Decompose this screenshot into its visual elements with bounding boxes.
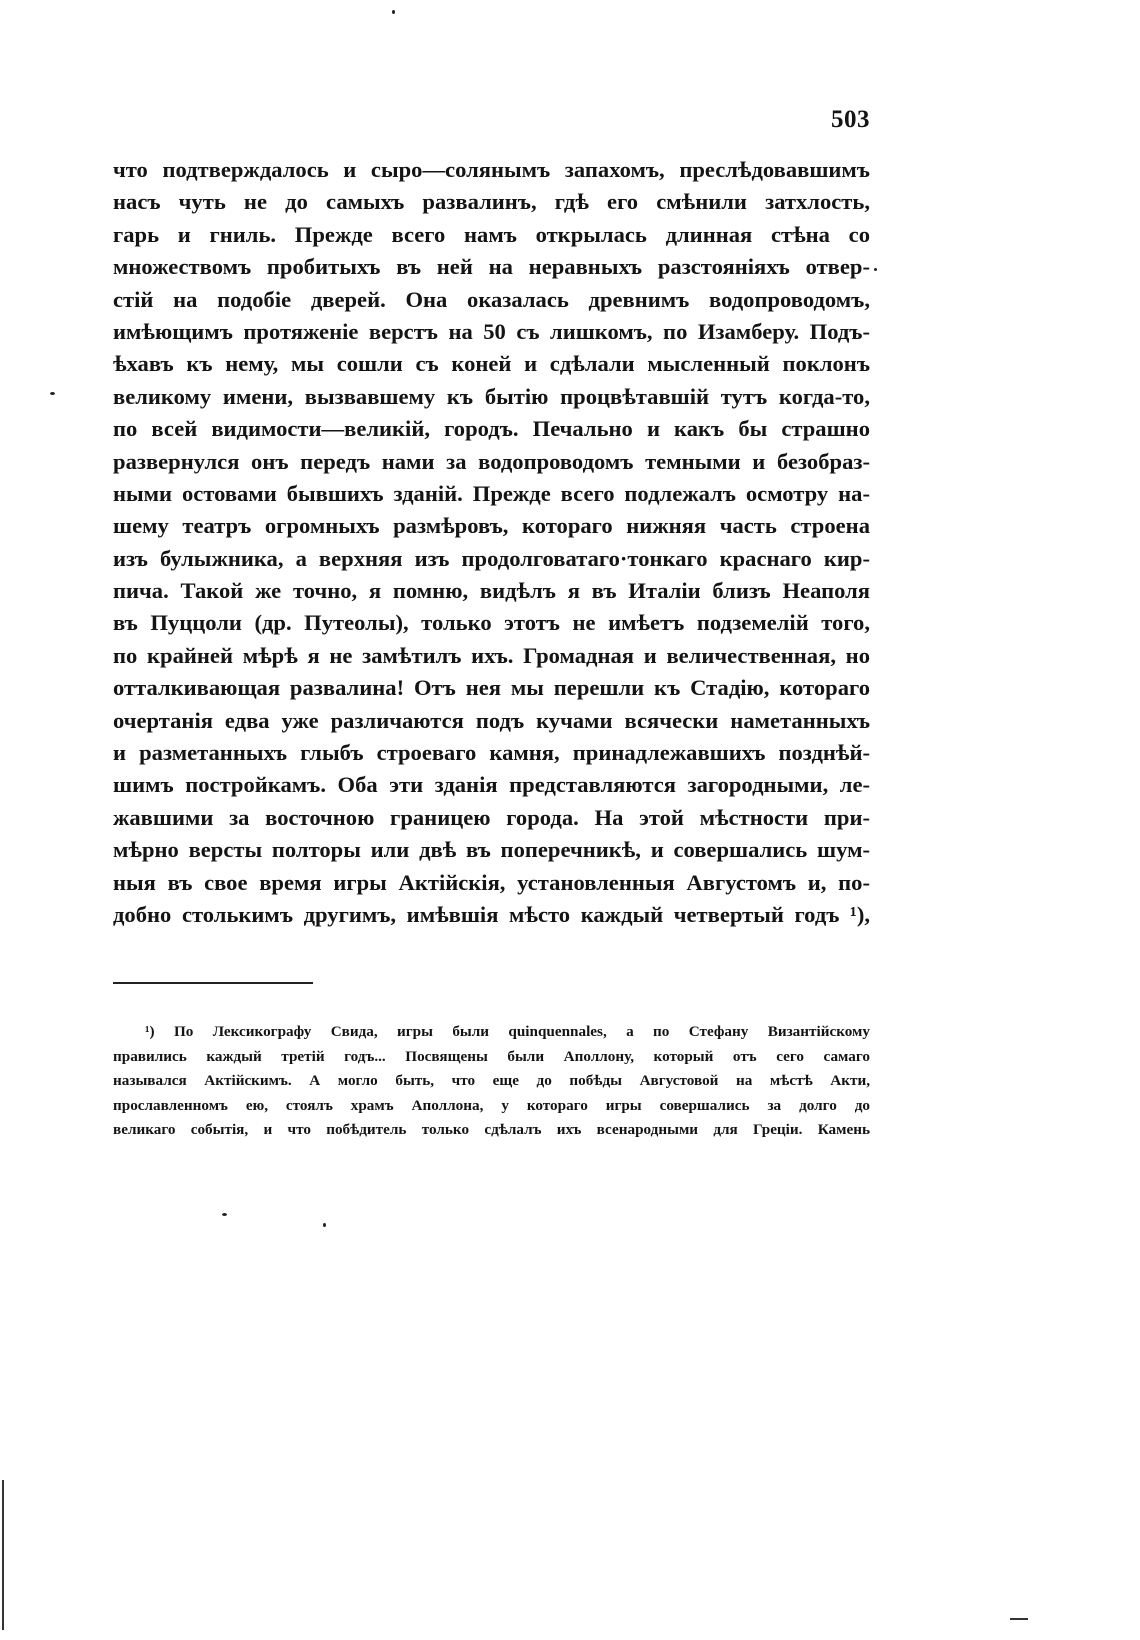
- text-line-10: развернулся онъ передъ нами за водопроводомъ темными и безобраз-: [113, 448, 870, 474]
- text-line-9: по всей видимости—великій, городъ. Печально и какъ бы страшно: [113, 416, 870, 442]
- text-line-5: стій на подобіе дверей. Она оказалась древнимъ водопроводомъ,: [113, 286, 870, 312]
- text-line-2: насъ чуть не до самыхъ развалинъ, гдѣ его смѣнили затхлость,: [113, 189, 870, 215]
- footnote-line-3: назывался Актійскимъ. А могло быть, что еще до побѣды Августовой на мѣстѣ Акти,: [113, 1072, 870, 1089]
- text-line-4: множествомъ пробитыхъ въ ней на неравныхъ разстояніяхъ отвер-: [113, 254, 870, 280]
- footnote-line-4: прославленномъ ею, стоялъ храмъ Аполлона, у котораго игры совершались за долго до: [113, 1096, 870, 1114]
- text-line-24: добно столькимъ другимъ, имѣвшія мѣсто каждый четвертый годъ ¹),: [113, 901, 870, 927]
- scan-edge-right: [1010, 1618, 1028, 1620]
- text-line-3: гарь и гниль. Прежде всего намъ открылась длинная стѣна со: [113, 221, 870, 247]
- scan-speck-right: [874, 268, 877, 271]
- scan-edge-left: [2, 1480, 4, 1630]
- footnote-line-2: правились каждый третій годъ... Посвящены были Аполлону, который отъ сего самаго: [113, 1047, 870, 1065]
- text-line-12: шему театръ огромныхъ размѣровъ, котораго нижняя часть строена: [113, 513, 870, 539]
- text-line-20: шимъ постройкамъ. Оба эти зданія представляются загородными, ле-: [113, 772, 870, 798]
- text-line-17: отталкивающая развалина! Отъ нея мы перешли къ Стадію, котораго: [113, 675, 870, 701]
- text-line-14: пича. Такой же точно, я помню, видѣлъ я въ Италіи близъ Неаполя: [113, 578, 870, 604]
- text-line-6: имѣющимъ протяженіе верстъ на 50 съ лишкомъ, по Изамберу. Подъ-: [113, 318, 870, 344]
- scan-speck-bottom-2: [323, 1223, 326, 1227]
- text-line-18: очертанія едва уже различаются подъ кучами всячески наметанныхъ: [113, 707, 870, 733]
- scan-speck-bottom-1: [222, 1213, 227, 1216]
- text-line-22: мѣрно версты полторы или двѣ въ поперечникѣ, и совершались шум-: [113, 837, 870, 863]
- scan-speck-left: [50, 392, 55, 395]
- text-line-21: жавшими за восточною границею города. На этой мѣстности при-: [113, 804, 870, 830]
- main-text: [113, 154, 870, 931]
- text-line-15: въ Пуццоли (др. Путеолы), только этотъ не имѣетъ подземелій того,: [113, 610, 870, 636]
- page-number: 503: [831, 106, 870, 133]
- text-line-16: по крайней мѣрѣ я не замѣтилъ ихъ. Громадная и величественная, но: [113, 642, 870, 668]
- text-line-11: ными остовами бывшихъ зданій. Прежде всего подлежалъ осмотру на-: [113, 480, 870, 506]
- text-line-23: ныя въ свое время игры Актійскія, установленныя Августомъ и, по-: [113, 869, 870, 895]
- footnote-line-1: ¹) По Лексикографу Свида, игры были quinquennales, а по Стефану Византійскому: [145, 1023, 870, 1040]
- text-line-8: великому имени, вызвавшему къ бытію процвѣтавшій тутъ когда-то,: [113, 383, 870, 409]
- text-line-1: что подтверждалось и сыро—солянымъ запахомъ, преслѣдовавшимъ: [113, 157, 870, 182]
- scan-speck-top: [392, 10, 395, 14]
- footnotes: [113, 1020, 870, 1143]
- text-line-7: ѣхавъ къ нему, мы сошли съ коней и сдѣлали мысленный поклонъ: [113, 351, 870, 377]
- text-line-19: и разметанныхъ глыбъ строеваго камня, принадлежавшихъ позднѣй-: [113, 740, 870, 766]
- footnote-line-5: великаго событія, и что побѣдитель только сдѣлалъ ихъ всенародными для Греціи. Камень: [113, 1121, 870, 1138]
- footnote-rule: [113, 982, 313, 984]
- text-line-13: изъ булыжника, а верхняя изъ продолговатаго·тонкаго краснаго кир-: [113, 545, 870, 571]
